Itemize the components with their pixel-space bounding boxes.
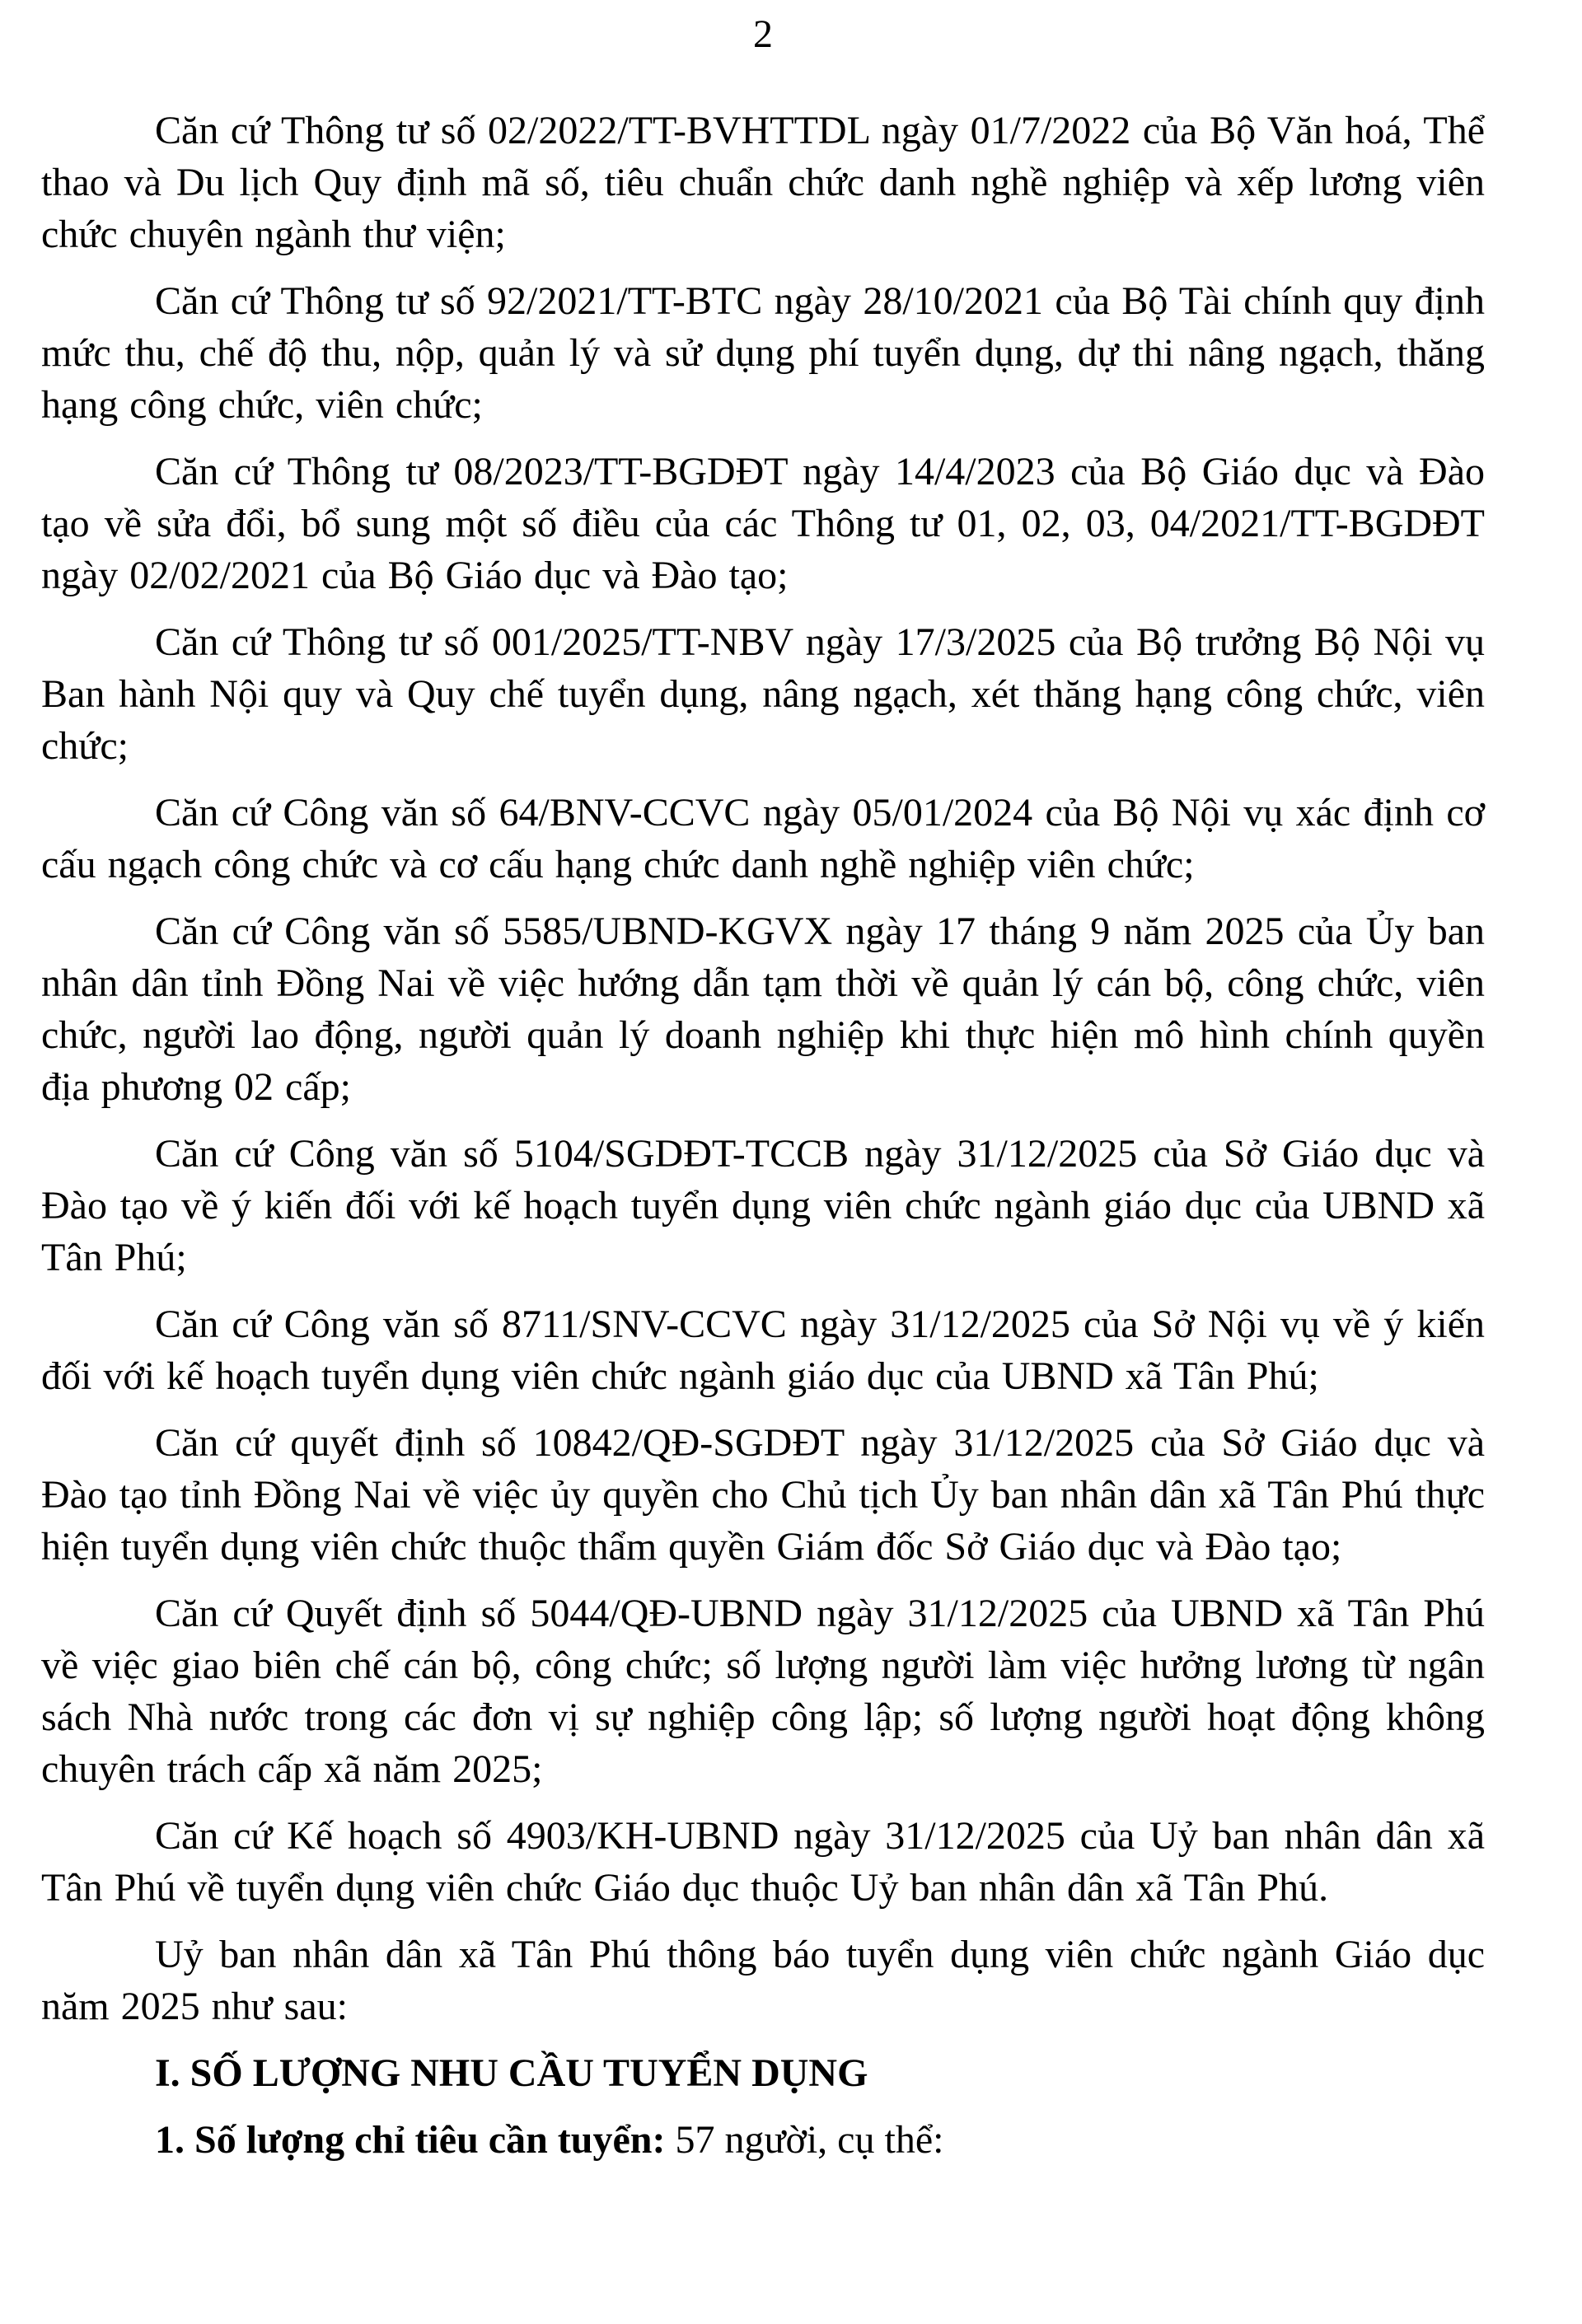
paragraph-legal-basis-11: Căn cứ Kế hoạch số 4903/KH-UBND ngày 31/12/2025 của Uỷ ban nhân dân xã Tân Phú về tuyển dụng viên chức Giáo dục thuộc Uỷ ban nhân dân xã Tân Phú. (41, 1814, 1485, 1910)
paragraph-legal-basis-10: Căn cứ Quyết định số 5044/QĐ-UBND ngày 31/12/2025 của UBND xã Tân Phú về việc giao biên chế cán bộ, công chức; số lượng người làm việc hưởng lương từ ngân sách Nhà nước trong các đơn vị sự nghiệp công lập; số lượng người hoạt động không chuyên trách cấp xã năm 2025; (41, 1592, 1485, 1791)
paragraph-legal-basis-5: Căn cứ Công văn số 64/BNV-CCVC ngày 05/01/2024 của Bộ Nội vụ xác định cơ cấu ngạch công chức và cơ cấu hạng chức danh nghề nghiệp viên chức; (41, 791, 1485, 886)
quota-item-label: 1. Số lượng chỉ tiêu cần tuyển: (155, 2118, 666, 2162)
paragraph-legal-basis-1: Căn cứ Thông tư số 02/2022/TT-BVHTTDL ngày 01/7/2022 của Bộ Văn hoá, Thể thao và Du lịch Quy định mã số, tiêu chuẩn chức danh nghề nghiệp và xếp lương viên chức chuyên ngành thư viện; (41, 109, 1485, 256)
paragraph-legal-basis-9: Căn cứ quyết định số 10842/QĐ-SGDĐT ngày 31/12/2025 của Sở Giáo dục và Đào tạo tỉnh Đồng Nai về việc ủy quyền cho Chủ tịch Ủy ban nhân dân xã Tân Phú thực hiện tuyển dụng viên chức thuộc thẩm quyền Giám đốc Sở Giáo dục và Đào tạo; (41, 1421, 1485, 1569)
quota-item-line (41, 2114, 1485, 2166)
section-heading-recruitment-quantity: I. SỐ LƯỢNG NHU CẦU TUYỂN DỤNG (155, 2051, 868, 2095)
paragraph-legal-basis-4: Căn cứ Thông tư số 001/2025/TT-NBV ngày 17/3/2025 của Bộ trưởng Bộ Nội vụ Ban hành Nội quy và Quy chế tuyển dụng, nâng ngạch, xét thăng hạng công chức, viên chức; (41, 620, 1485, 768)
paragraph-legal-basis-8: Căn cứ Công văn số 8711/SNV-CCVC ngày 31/12/2025 của Sở Nội vụ về ý kiến đối với kế hoạch tuyển dụng viên chức ngành giáo dục của UBND xã Tân Phú; (41, 1302, 1485, 1398)
paragraph-legal-basis-3: Căn cứ Thông tư 08/2023/TT-BGDĐT ngày 14/4/2023 của Bộ Giáo dục và Đào tạo về sửa đổi, bổ sung một số điều của các Thông tư 01, 02, 03, 04/2021/TT-BGDĐT ngày 02/02/2021 của Bộ Giáo dục và Đào tạo; (41, 450, 1485, 597)
paragraph-legal-basis-7: Căn cứ Công văn số 5104/SGDĐT-TCCB ngày 31/12/2025 của Sở Giáo dục và Đào tạo về ý kiến đối với kế hoạch tuyển dụng viên chức ngành giáo dục của UBND xã Tân Phú; (41, 1132, 1485, 1279)
paragraph-legal-basis-2: Căn cứ Thông tư số 92/2021/TT-BTC ngày 28/10/2021 của Bộ Tài chính quy định mức thu, chế độ thu, nộp, quản lý và sử dụng phí tuyển dụng, dự thi nâng ngạch, thăng hạng công chức, viên chức; (41, 279, 1485, 427)
quota-item-value: 57 người, cụ thể: (665, 2118, 944, 2162)
paragraph-announcement: Uỷ ban nhân dân xã Tân Phú thông báo tuyển dụng viên chức ngành Giáo dục năm 2025 như sau: (41, 1933, 1485, 2028)
page-number: 2 (753, 12, 773, 56)
paragraph-legal-basis-6: Căn cứ Công văn số 5585/UBND-KGVX ngày 17 tháng 9 năm 2025 của Ủy ban nhân dân tỉnh Đồng Nai về việc hướng dẫn tạm thời về quản lý cán bộ, công chức, viên chức, người lao động, người quản lý doanh nghiệp khi thực hiện mô hình chính quyền địa phương 02 cấp; (41, 909, 1485, 1109)
document-content (41, 8, 1485, 2166)
